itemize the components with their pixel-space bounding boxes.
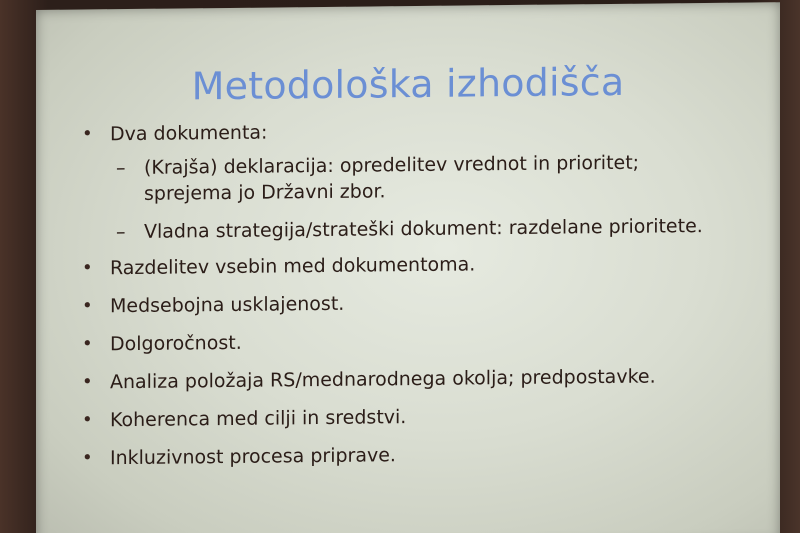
slide-bullet-list [80, 114, 760, 471]
bullet-item-alignment: • Medsebojna usklajenost. [80, 286, 760, 319]
bullet-item-inclusiveness: • Inkluzivnost procesa priprave. [80, 438, 760, 471]
bullet-item-coherence: • Koherenca med cilji in sredstvi. [80, 400, 760, 433]
sub-item-line: sprejema jo Državni zbor. [144, 180, 386, 205]
dash-marker: – [116, 221, 126, 244]
dash-marker: – [116, 157, 126, 180]
bullet-item-analysis: • Analiza položaja RS/mednarodnega okolja; predpostavke. [80, 362, 760, 395]
bullet-item-long-term: • Dolgoročnost. [80, 324, 760, 357]
sub-item-line: Vladna strategija/strateški dokument: razdelane prioritete. [144, 215, 703, 243]
projection-screen [36, 2, 780, 533]
sub-item-strategy [80, 212, 760, 245]
slide-title: Metodološka izhodišča [191, 59, 625, 109]
bullet-item-content-split: • Razdelitev vsebin med dokumentoma. [80, 248, 760, 281]
bullet-item-documents: • Dva dokumenta: [80, 114, 760, 147]
sub-item-line: (Krajša) deklaracija: opredelitev vrednot in prioritet; [144, 151, 640, 179]
